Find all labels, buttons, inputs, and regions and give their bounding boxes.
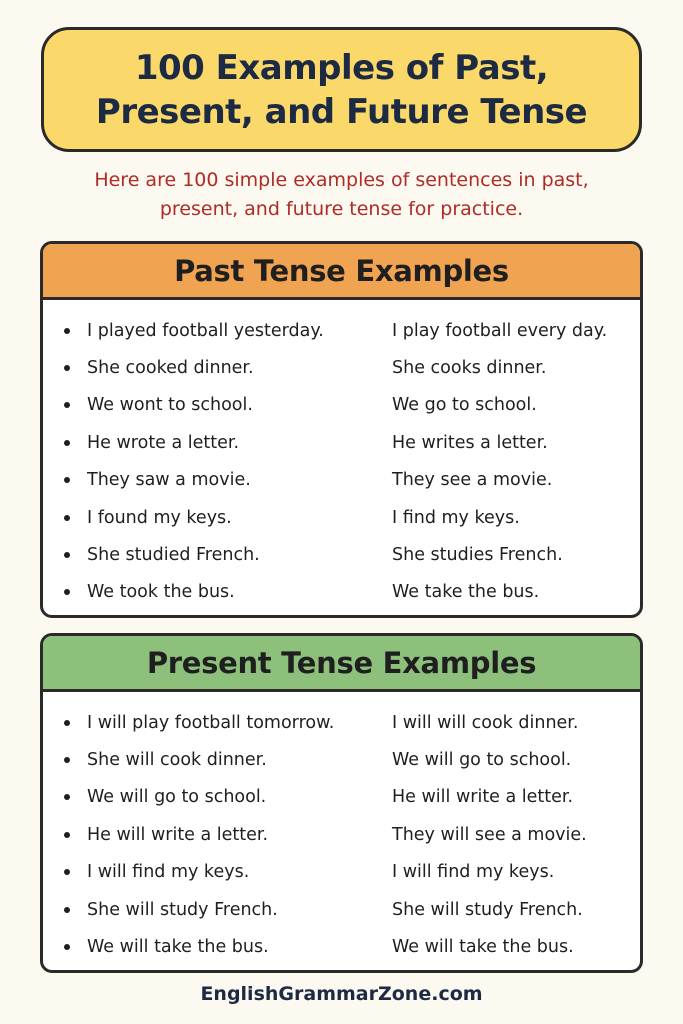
example-right: She cooks dinner. [392,358,547,379]
bullet-icon [64,907,70,913]
present-tense-list [43,692,640,966]
list-item [43,928,640,965]
list-item [43,387,640,424]
bullet-icon [64,515,70,521]
subtitle-line-1: Here are 100 simple examples of sentences in past, [94,169,589,191]
example-right: They will see a movie. [392,824,587,845]
example-left: She studied French. [87,545,260,566]
example-left: She will study French. [87,899,278,920]
footer-site-link[interactable]: EnglishGrammarZone.com [200,983,483,1005]
example-left: She cooked dinner. [87,358,254,379]
example-left: I will find my keys. [87,862,250,883]
past-tense-list [43,300,640,611]
title-line-1: 100 Examples of Past, [134,47,549,88]
example-right: She will study French. [392,899,583,920]
list-item [43,536,640,573]
list-item [43,741,640,778]
list-item [43,854,640,891]
list-item [43,816,640,853]
bullet-icon [64,869,70,875]
list-item [43,891,640,928]
example-right: They see a movie. [392,470,553,491]
list-item [43,499,640,536]
example-right: I will will cook dinner. [392,712,579,733]
bullet-icon [64,757,70,763]
present-tense-heading: Present Tense Examples [43,636,640,692]
subtitle-line-2: present, and future tense for practice. [159,198,524,220]
example-right: I will find my keys. [392,862,555,883]
bullet-icon [64,552,70,558]
bullet-icon [64,720,70,726]
bullet-icon [64,794,70,800]
subtitle [20,166,663,224]
example-right: I play football every day. [392,320,608,341]
example-left: We took the bus. [87,582,235,603]
example-right: He writes a letter. [392,432,548,453]
bullet-icon [64,477,70,483]
example-right: He will write a letter. [392,787,574,808]
bullet-icon [64,944,70,950]
bullet-icon [64,365,70,371]
example-left: We will take the bus. [87,937,269,958]
past-tense-heading: Past Tense Examples [43,244,640,300]
example-left: He wrote a letter. [87,432,240,453]
example-left: I played football yesterday. [87,320,324,341]
bullet-icon [64,328,70,334]
present-tense-card [40,633,643,973]
example-left: I will play football tomorrow. [87,712,335,733]
list-item [43,704,640,741]
bullet-icon [64,440,70,446]
list-item [43,312,640,349]
example-left: I found my keys. [87,507,232,528]
title-line-2: Present, and Future Tense [95,91,588,132]
example-left: He will write a letter. [87,824,269,845]
past-tense-card [40,241,643,618]
example-left: We will go to school. [87,787,267,808]
bullet-icon [64,832,70,838]
example-right: We go to school. [392,395,537,416]
list-item [43,574,640,611]
list-item [43,349,640,386]
example-right: I find my keys. [392,507,520,528]
list-item [43,462,640,499]
list-item [43,779,640,816]
title-banner [41,27,642,152]
example-right: We will take the bus. [392,937,574,958]
bullet-icon [64,589,70,595]
example-right: We will go to school. [392,750,572,771]
example-left: She will cook dinner. [87,750,267,771]
list-item [43,424,640,461]
example-right: We take the bus. [392,582,540,603]
example-left: We wont to school. [87,395,253,416]
example-left: They saw a movie. [87,470,251,491]
bullet-icon [64,402,70,408]
example-right: She studies French. [392,545,563,566]
